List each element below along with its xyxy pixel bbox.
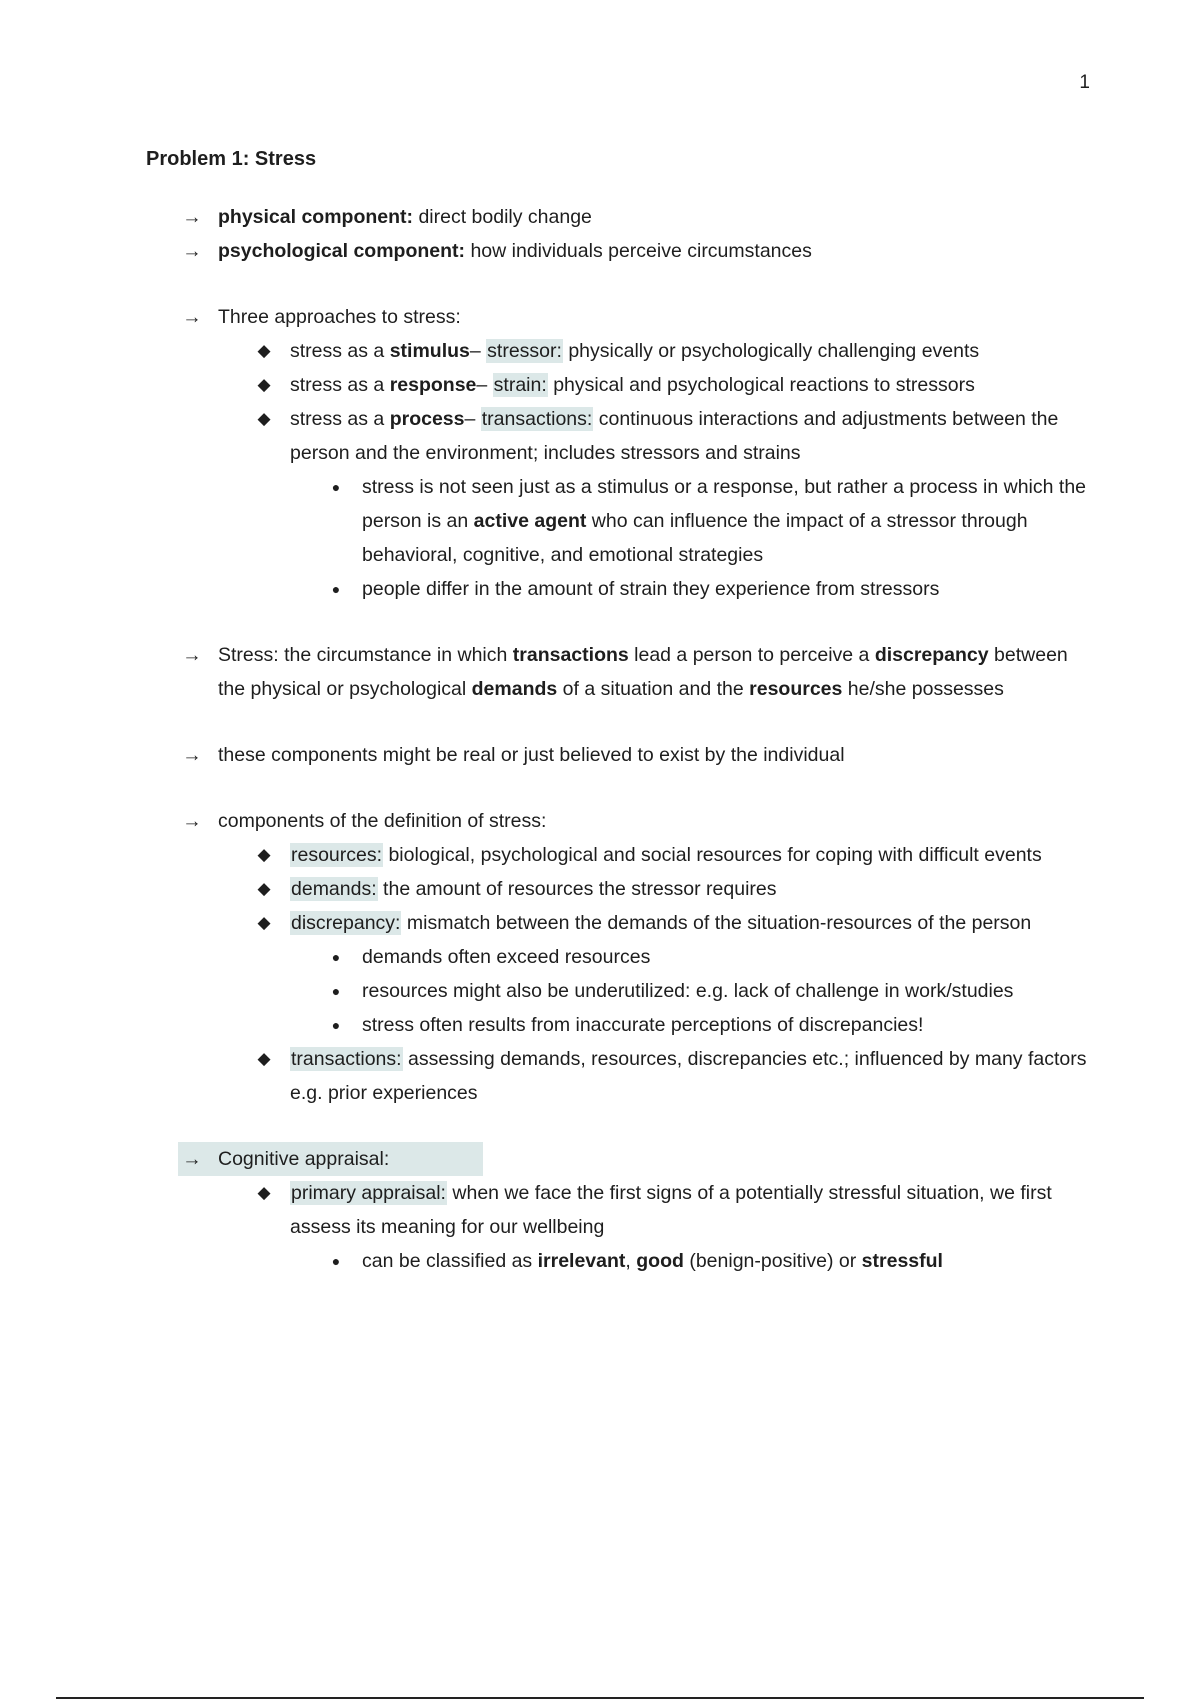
list-item: ◆ demands: the amount of resources the stressor requires [146,872,1096,906]
diamond-icon: ◆ [257,879,271,898]
diamond-icon: ◆ [257,341,271,360]
list-item: → psychological component: how individuals perceive circumstances [146,234,1096,268]
list-item: ◆ stress as a process– transactions: continuous interactions and adjustments between the person and the environment; includes stressors and strains [146,402,1096,470]
arrow-icon: → [182,206,202,228]
list-item: ● resources might also be underutilized: e.g. lack of challenge in work/studies [146,974,1096,1008]
arrow-icon: → [182,810,202,832]
list-item: ● demands often exceed resources [146,940,1096,974]
footer-divider [56,1697,1144,1699]
diamond-icon: ◆ [257,375,271,394]
list-item: ◆ stress as a response– strain: physical and psychological reactions to stressors [146,368,1096,402]
diamond-icon: ◆ [257,845,271,864]
list-item: → physical component: direct bodily change [146,200,1096,234]
list-item: ● stress often results from inaccurate perceptions of discrepancies! [146,1008,1096,1042]
list-item: ● can be classified as irrelevant, good (benign-positive) or stressful [146,1244,1096,1278]
bullet-icon: ● [331,479,341,495]
bullet-icon: ● [331,1017,341,1033]
list-item: → components of the definition of stress: [146,804,1096,838]
diamond-icon: ◆ [257,1183,271,1202]
bullet-icon: ● [331,1253,341,1269]
list-item: → these components might be real or just believed to exist by the individual [146,738,1096,772]
list-item: ◆ primary appraisal: when we face the first signs of a potentially stressful situation, we first assess its meaning for our wellbeing [146,1176,1096,1244]
bullet-icon: ● [331,949,341,965]
diamond-icon: ◆ [257,409,271,428]
arrow-icon: → [182,306,202,328]
arrow-icon: → [182,744,202,766]
bullet-icon: ● [331,983,341,999]
list-item: ◆ transactions: assessing demands, resources, discrepancies etc.; influenced by many factors e.g. prior experiences [146,1042,1096,1110]
page-title: Problem 1: Stress [146,148,317,170]
list-item: ● people differ in the amount of strain they experience from stressors [146,572,1096,606]
page-number: 1 [1079,72,1090,93]
arrow-icon: → [182,240,202,262]
list-item: → Stress: the circumstance in which transactions lead a person to perceive a discrepancy between the physical or psychological demands of a situation and the resources he/she possesses [146,638,1096,706]
arrow-icon: → [182,644,202,666]
diamond-icon: ◆ [257,1049,271,1068]
list-item: → Three approaches to stress: [146,300,1096,334]
list-item: ◆ discrepancy: mismatch between the demands of the situation-resources of the person [146,906,1096,940]
list-item: ◆ stress as a stimulus– stressor: physically or psychologically challenging events [146,334,1096,368]
arrow-icon: → [182,1148,202,1170]
notes-body [146,200,1096,1278]
list-item: → Cognitive appraisal: [178,1142,1096,1176]
list-item: ● stress is not seen just as a stimulus or a response, but rather a process in which the person is an active agent who can influence the impact of a stressor through behavioral, cognitive, and emotional strategies [146,470,1096,572]
bullet-icon: ● [331,581,341,597]
diamond-icon: ◆ [257,913,271,932]
list-item: ◆ resources: biological, psychological and social resources for coping with difficult events [146,838,1096,872]
